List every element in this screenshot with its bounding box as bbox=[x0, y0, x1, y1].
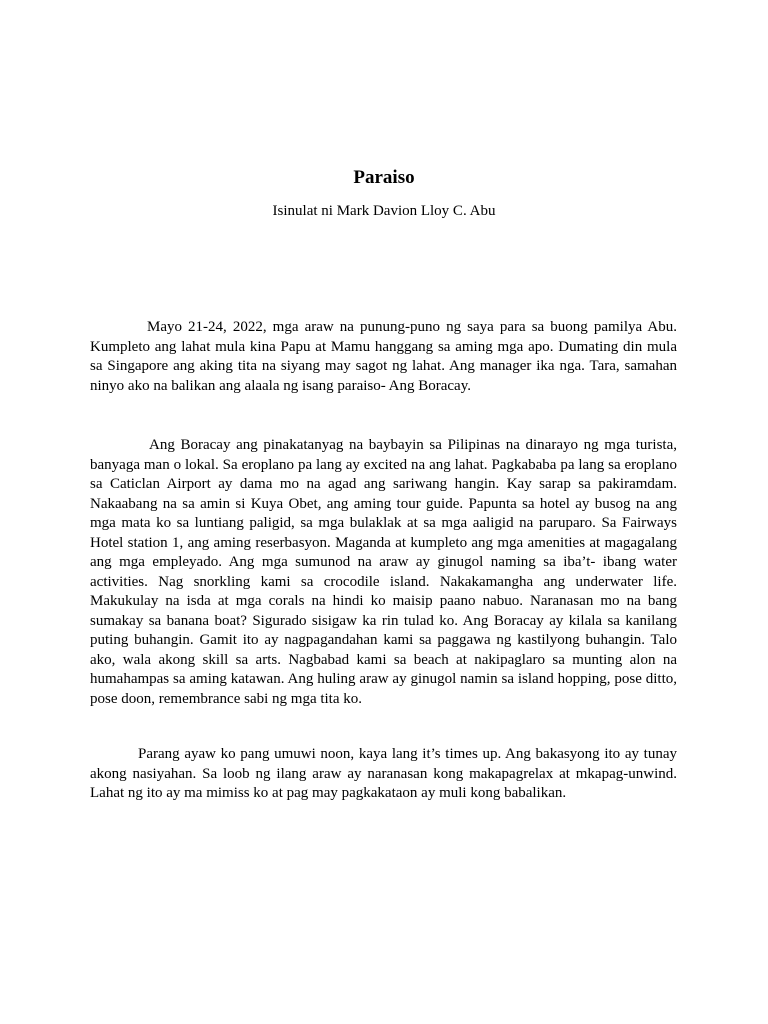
paragraph-1: Mayo 21-24, 2022, mga araw na punung-puno ng saya para sa buong pamilya Abu. Kumpleto ang lahat mula kina Papu at Mamu hanggang sa aming mga apo. Dumating din mula sa Singapore ang aking tita na siyang may sagot ng lahat. Ang manager ika nga. Tara, samahan ninyo ako na balikan ang alaala ng isang paraiso- Ang Boracay. bbox=[90, 319, 677, 394]
document-byline: Isinulat ni Mark Davion Lloy C. Abu bbox=[272, 203, 496, 219]
paragraph-2: Ang Boracay ang pinakatanyag na baybayin sa Pilipinas na dinarayo ng mga turista, banyaga man o lokal. Sa eroplano pa lang ay excited na ang lahat. Pagkababa pa lang sa eroplano sa Caticlan Airport ay dama mo na agad ang sariwang hangin. Kay sarap sa pakiramdam. Nakaabang na sa amin si Kuya Obet, ang aming tour guide. Papunta sa hotel ay busog na ang mga mata ko sa luntiang paligid, sa mga bulaklak at sa mga aaligid na paruparo. Sa Fairways Hotel station 1, ang aming reserbasyon. Maganda at kumpleto ang mga amenities at magagalang ang mga empleyado. Ang mga sumunod na araw ay ginugol naming sa iba’t- ibang water activities. Nag snorkling kami sa crocodile island. Nakakamangha ang underwater life. Makukulay na isda at mga corals na hindi ko maisip paano nabuo. Naranasan mo na bang sumakay sa banana boat? Sigurado sisigaw ka rin tulad ko. Ang Boracay ay kilala sa kanilang puting buhangin. Gamit ito ay nagpagandahan kami sa paggawa ng kastilyong buhangin. Talo ako, wala akong skill sa arts. Nagbabad kami sa beach at nakipaglaro sa munting alon na humahampas sa aming katawan. Ang huling araw ay ginugol namin sa island hopping, pose ditto, pose doon, remembrance sabi ng mga tita ko. bbox=[90, 437, 677, 707]
document-title: Paraiso bbox=[353, 167, 415, 188]
paragraph-3: Parang ayaw ko pang umuwi noon, kaya lang it’s times up. Ang bakasyong ito ay tunay akong nasiyahan. Sa loob ng ilang araw ay naranasan kong makapagrelax at mkapag-unwind. Lahat ng ito ay ma mimiss ko at pag may pagkakataon ay muli kong babalikan. bbox=[90, 746, 677, 801]
